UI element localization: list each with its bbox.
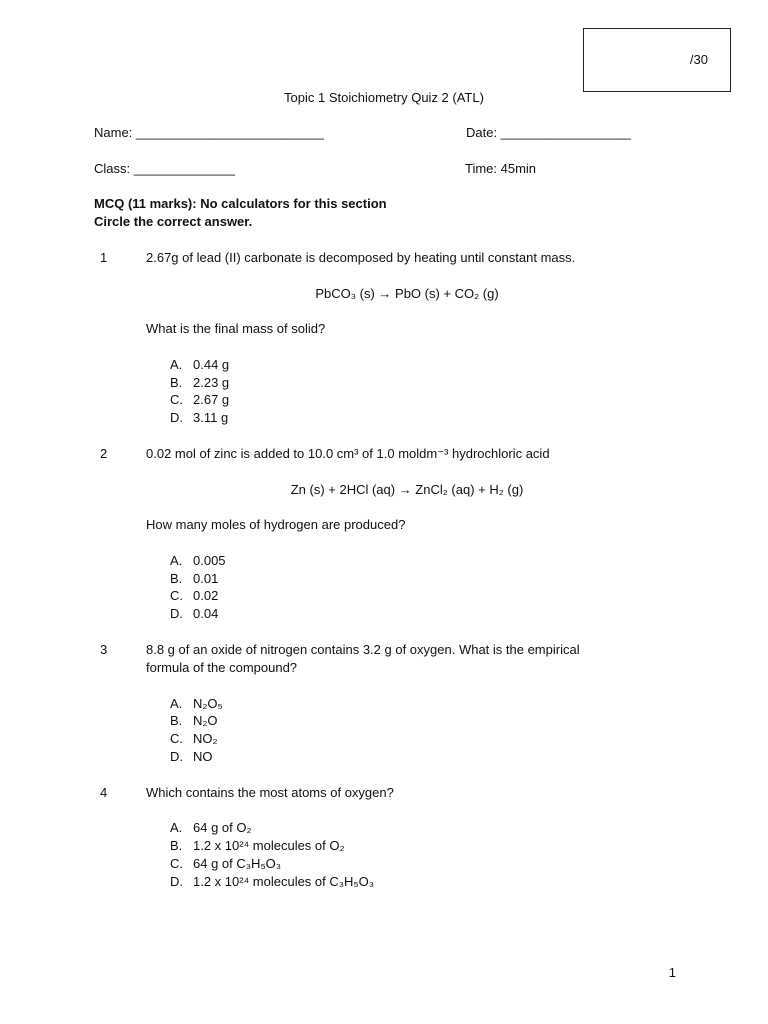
option-letter: D. — [170, 874, 183, 889]
option-letter: C. — [170, 856, 183, 871]
chemical-equation: Zn (s) + 2HCl (aq) → ZnCl₂ (aq) + H₂ (g) — [290, 482, 524, 497]
option-letter: C. — [170, 588, 183, 603]
score-box — [583, 28, 731, 92]
section-instruction: Circle the correct answer. — [94, 214, 253, 229]
option-text: 64 g of O₂ — [193, 820, 252, 835]
option-letter: D. — [170, 749, 183, 764]
section-heading: MCQ (11 marks): No calculators for this section — [94, 196, 387, 211]
option-a[interactable] — [170, 695, 223, 713]
option-c[interactable] — [170, 855, 281, 873]
class-field[interactable]: Class: ______________ — [94, 161, 235, 176]
option-a[interactable] — [170, 552, 226, 570]
option-text: 1.2 x 10²⁴ molecules of O₂ — [193, 838, 345, 853]
page-title: Topic 1 Stoichiometry Quiz 2 (ATL) — [284, 90, 484, 105]
option-letter: A. — [170, 696, 183, 711]
option-text: 64 g of C₃H₅O₃ — [193, 856, 282, 871]
question-text: Which contains the most atoms of oxygen? — [146, 785, 394, 800]
option-letter: B. — [170, 713, 183, 728]
option-letter: A. — [170, 820, 183, 835]
option-b[interactable] — [170, 374, 229, 392]
option-text: 0.02 — [193, 588, 219, 603]
option-letter: B. — [170, 838, 183, 853]
option-letter: D. — [170, 606, 183, 621]
question-number: 1 — [100, 250, 108, 265]
option-d[interactable] — [170, 873, 374, 891]
option-letter: C. — [170, 731, 183, 746]
question-number: 4 — [100, 785, 108, 800]
question-prompt: How many moles of hydrogen are produced? — [146, 517, 406, 532]
option-letter: B. — [170, 375, 183, 390]
question-number: 3 — [100, 642, 108, 657]
question-text: 0.02 mol of zinc is added to 10.0 cm³ of 1.0 moldm⁻³ hydrochloric acid — [146, 446, 550, 461]
option-b[interactable] — [170, 712, 218, 730]
option-c[interactable] — [170, 391, 229, 409]
time-field: Time: 45min — [465, 161, 537, 176]
option-text: NO₂ — [193, 731, 218, 746]
question-number: 2 — [100, 446, 108, 461]
page-number: 1 — [668, 965, 676, 980]
option-text: 0.005 — [193, 553, 226, 568]
option-letter: C. — [170, 392, 183, 407]
option-text: 0.44 g — [193, 357, 230, 372]
option-text: N₂O — [193, 713, 218, 728]
option-text: 0.04 — [193, 606, 219, 621]
option-text: 2.67 g — [193, 392, 230, 407]
option-a[interactable] — [170, 356, 229, 374]
option-a[interactable] — [170, 819, 252, 837]
option-text: 1.2 x 10²⁴ molecules of C₃H₅O₃ — [193, 874, 375, 889]
option-text: 0.01 — [193, 571, 219, 586]
option-text: N₂O₅ — [193, 696, 223, 711]
option-d[interactable] — [170, 605, 218, 623]
option-c[interactable] — [170, 730, 218, 748]
option-b[interactable] — [170, 837, 345, 855]
option-text: NO — [193, 749, 213, 764]
option-d[interactable] — [170, 748, 213, 766]
option-c[interactable] — [170, 587, 218, 605]
option-text: 2.23 g — [193, 375, 230, 390]
option-letter: A. — [170, 553, 183, 568]
option-d[interactable] — [170, 409, 228, 427]
score-total: /30 — [689, 52, 708, 67]
option-text: 3.11 g — [193, 410, 229, 425]
name-field[interactable]: Name: __________________________ — [94, 125, 324, 140]
option-letter: A. — [170, 357, 183, 372]
date-field[interactable]: Date: __________________ — [466, 125, 631, 140]
question-text: 8.8 g of an oxide of nitrogen contains 3.2 g of oxygen. What is the empirical formula of the compound? — [146, 642, 580, 675]
option-b[interactable] — [170, 570, 218, 588]
option-letter: B. — [170, 571, 183, 586]
question-text: 2.67g of lead (II) carbonate is decomposed by heating until constant mass. — [146, 250, 576, 265]
question-prompt: What is the final mass of solid? — [146, 321, 326, 336]
chemical-equation: PbCO₃ (s) → PbO (s) + CO₂ (g) — [315, 286, 499, 301]
option-letter: D. — [170, 410, 183, 425]
